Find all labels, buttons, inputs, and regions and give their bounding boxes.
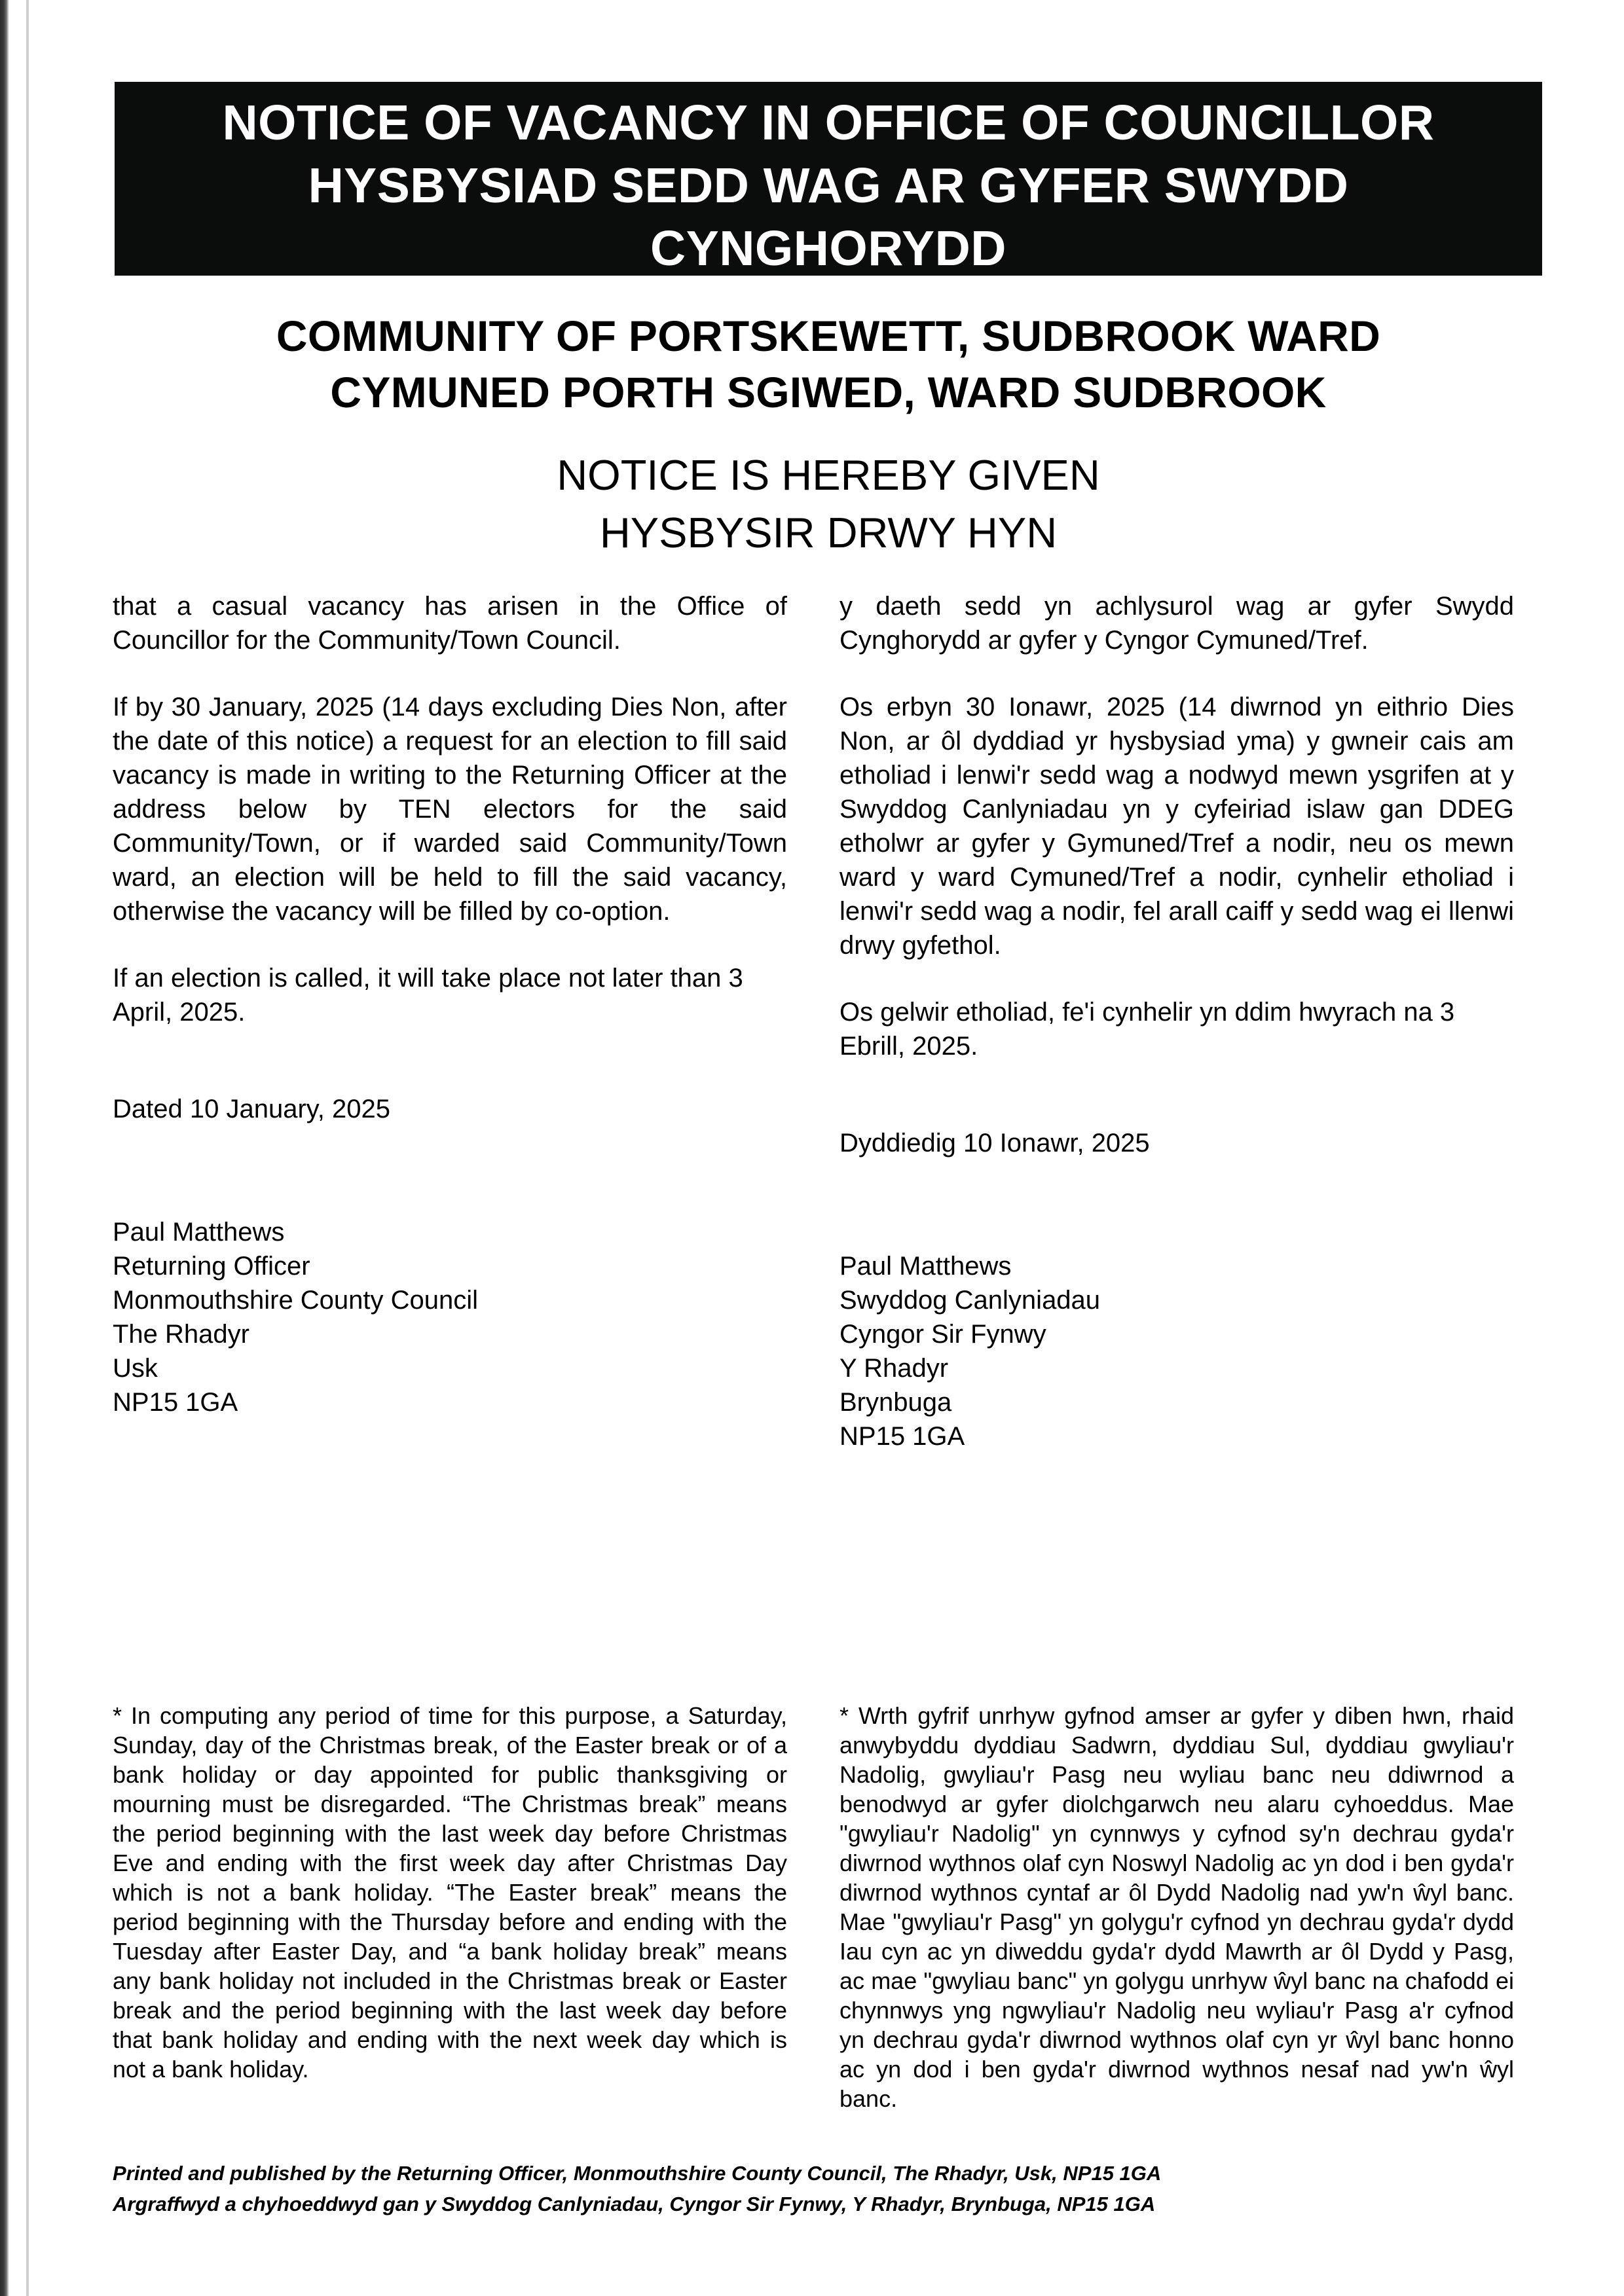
address-line-postcode-welsh: NP15 1GA [840,1422,965,1451]
bilingual-body-columns [113,589,1547,1453]
address-line-town: Usk [113,1354,158,1383]
english-paragraph-1: that a casual vacancy has arisen in the Office of Councillor for the Community/Town Council. [113,592,787,655]
hereby-given-welsh: HYSBYSIR DRWY HYN [599,509,1058,556]
english-footnote: * In computing any period of time for this purpose, a Saturday, Sunday, day of the Christmas break, of the Easter break or of a bank holiday or day appointed for public thanksgiving or mourning must be disregarded. “The Christmas break” means the period beginning with the last week day before Christmas Eve and ending with the first week day after Christmas Day which is not a bank holiday. “The Easter break” means the period beginning with the Thursday before and ending with the Tuesday after Easter Day, and “a bank holiday break” means any bank holiday not included in the Christmas break or Easter break and the period beginning with the last week day before that bank holiday and ending with the next week day which is not a bank holiday. [113,1702,787,2083]
title-line-welsh-continued: CYNGHORYDD [650,221,1006,276]
address-line-council: Monmouthshire County Council [113,1286,479,1315]
welsh-footnote-column [840,1701,1514,2113]
imprint-line-welsh: Argraffwyd a chyhoeddwyd gan y Swyddog Canlyniadau, Cyngor Sir Fynwy, Y Rhadyr, Brynbuga, NP15 1GA [113,2193,1156,2215]
english-paragraph-3: If an election is called, it will take place not later than 3 April, 2025. [113,964,743,1027]
english-footnote-column [113,1701,787,2113]
community-heading-welsh: CYMUNED PORTH SGIWED, WARD SUDBROOK [330,368,1327,416]
address-line-name-welsh: Paul Matthews [840,1252,1012,1281]
hereby-given-english: NOTICE IS HEREBY GIVEN [557,451,1100,499]
address-line-name: Paul Matthews [113,1218,285,1247]
welsh-paragraph-1: y daeth sedd yn achlysurol wag ar gyfer Swydd Cynghorydd ar gyfer y Cyngor Cymuned/Tref. [840,592,1514,655]
welsh-footnote: * Wrth gyfrif unrhyw gyfnod amser ar gyfer y diben hwn, rhaid anwybyddu dyddiau Sadwrn, dyddiau Sul, dyddiau gwyliau'r Nadolig, gwyliau'r Pasg neu wyliau banc neu ddiwrnod a benodwyd ar gyfer diolchgarwch neu alaru cyhoeddus. Mae "gwyliau'r Nadolig" yn cynnwys y cyfnod sy'n dechrau gyda'r diwrnod wythnos olaf cyn Noswyl Nadolig ac yn dod i ben gyda'r diwrnod wythnos cyntaf ar ôl Dydd Nadolig nad yw'n ŵyl banc. Mae "gwyliau'r Pasg" yn golygu'r cyfnod yn dechrau gyda'r dydd Iau cyn ac yn diweddu gyda'r dydd Mawrth ar ôl Dydd y Pasg, ac mae "gwyliau banc" yn golygu unrhyw ŵyl banc na chafodd ei chynnwys yng ngwyliau'r Nadolig neu wyliau'r Pasg a'r cyfnod yn dechrau gyda'r diwrnod wythnos olaf cyn yr ŵyl banc honno ac yn dod i ben gyda'r diwrnod wythnos nesaf nad yw'n ŵyl banc. [840,1702,1514,2112]
address-line-street-welsh: Y Rhadyr [840,1354,949,1383]
printer-imprint [113,2158,1547,2219]
title-line-welsh: HYSBYSIAD SEDD WAG AR GYFER SWYDD [308,158,1349,213]
bilingual-footnote-columns [113,1701,1547,2113]
english-dated-line: Dated 10 January, 2025 [113,1095,391,1123]
address-line-role: Returning Officer [113,1252,310,1281]
imprint-line-english: Printed and published by the Returning Officer, Monmouthshire County Council, The Rhadyr, Usk, NP15 1GA [113,2162,1162,2185]
english-column [113,589,787,1453]
title-line-english: NOTICE OF VACANCY IN OFFICE OF COUNCILLOR [222,95,1435,150]
address-line-town-welsh: Brynbuga [840,1388,952,1417]
english-paragraph-2: If by 30 January, 2025 (14 days excluding Dies Non, after the date of this notice) a request for an election to fill said vacancy is made in writing to the Returning Officer at the address below by TEN electors for the said Community/Town, or if warded said Community/Town ward, an election will be held to fill the said vacancy, otherwise the vacancy will be filled by co-option. [113,693,787,926]
notice-title-band [115,82,1542,276]
welsh-paragraph-3: Os gelwir etholiad, fe'i cynhelir yn ddim hwyrach na 3 Ebrill, 2025. [840,998,1455,1061]
community-heading [115,308,1542,420]
spacer-before-address [113,1159,787,1215]
english-returning-officer-address [113,1215,787,1419]
address-line-council-welsh: Cyngor Sir Fynwy [840,1320,1046,1349]
welsh-column [840,589,1514,1453]
address-line-postcode: NP15 1GA [113,1388,238,1417]
welsh-dated-line: Dyddiedig 10 Ionawr, 2025 [840,1129,1150,1157]
spacer-before-dated [113,1062,787,1092]
community-heading-english: COMMUNITY OF PORTSKEWETT, SUDBROOK WARD [276,312,1381,360]
welsh-returning-officer-address [840,1249,1514,1453]
welsh-paragraph-2: Os erbyn 30 Ionawr, 2025 (14 diwrnod yn eithrio Dies Non, ar ôl dyddiad yr hysbysiad yma) y gwneir cais am etholiad i lenwi'r sedd wag a nodwyd mewn ysgrifen at y Swyddog Canlyniadau yn y cyfeiriad islaw gan DDEG etholwr ar gyfer y Gymuned/Tref a nodir, neu os mewn ward y ward Cymuned/Tref a nodir, cynhelir etholiad i lenwi'r sedd wag a nodir, fel arall caiff y sedd wag ei llenwi drwy gyfethol. [840,693,1514,960]
address-line-role-welsh: Swyddog Canlyniadau [840,1286,1101,1315]
hereby-given-heading [115,446,1542,562]
spacer-before-dated-welsh [840,1096,1514,1126]
address-line-street: The Rhadyr [113,1320,249,1349]
spacer-before-address-welsh [840,1193,1514,1249]
